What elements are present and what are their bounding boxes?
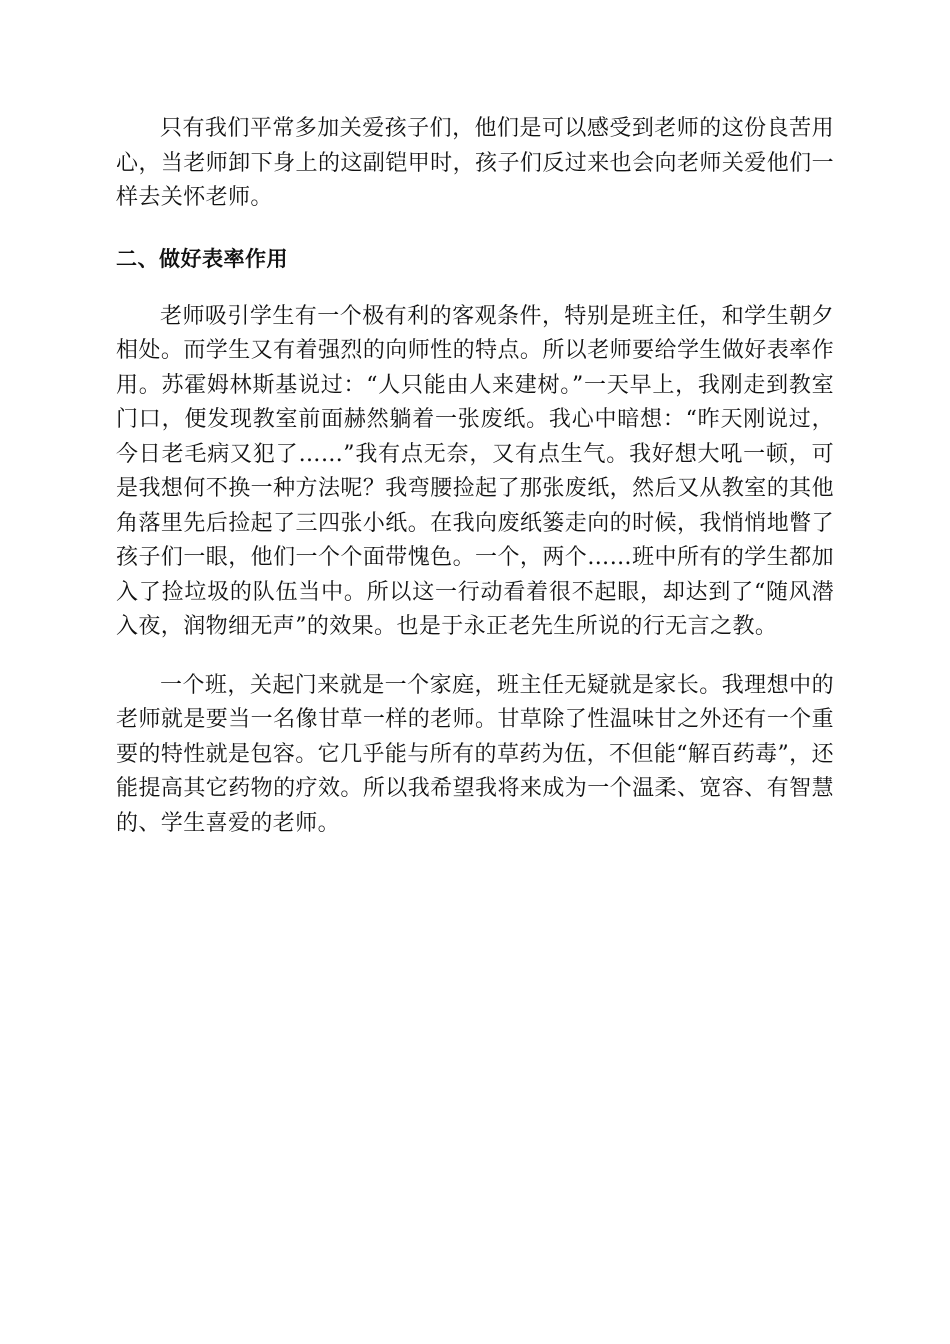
section-heading: 二、做好表率作用 [116, 246, 288, 271]
paragraph-care: 只有我们平常多加关爱孩子们，他们是可以感受到老师的这份良苦用心，当老师卸下身上的这副铠甲时，孩子们反过来也会向老师关爱他们一样去关怀老师。 [116, 116, 834, 210]
document-page [116, 112, 834, 841]
paragraph-role-model: 老师吸引学生有一个极有利的客观条件，特别是班主任，和学生朝夕相处。而学生又有着强烈的向师性的特点。所以老师要给学生做好表率作用。苏霍姆林斯基说过：“人只能由人来建树。”一天早上，我刚走到教室门口，便发现教室前面赫然躺着一张废纸。我心中暗想：“昨天刚说过，今日老毛病又犯了……”我有点无奈，又有点生气。我好想大吼一顿，可是我想何不换一种方法呢？我弯腰捡起了那张废纸，然后又从教室的其他角落里先后捡起了三四张小纸。在我向废纸篓走向的时候，我悄悄地瞥了孩子们一眼，他们一个个面带愧色。一个，两个……班中所有的学生都加入了捡垃圾的队伍当中。所以这一行动看着很不起眼，却达到了“随风潜入夜，润物细无声”的效果。也是于永正老先生所说的行无言之教。 [116, 303, 834, 639]
paragraph-licorice: 一个班，关起门来就是一个家庭，班主任无疑就是家长。我理想中的老师就是要当一名像甘草一样的老师。甘草除了性温味甘之外还有一个重要的特性就是包容。它几乎能与所有的草药为伍，不但能“解百药毒”，还能提高其它药物的疗效。所以我希望我将来成为一个温柔、宽容、有智慧的、学生喜爱的老师。 [116, 672, 834, 836]
